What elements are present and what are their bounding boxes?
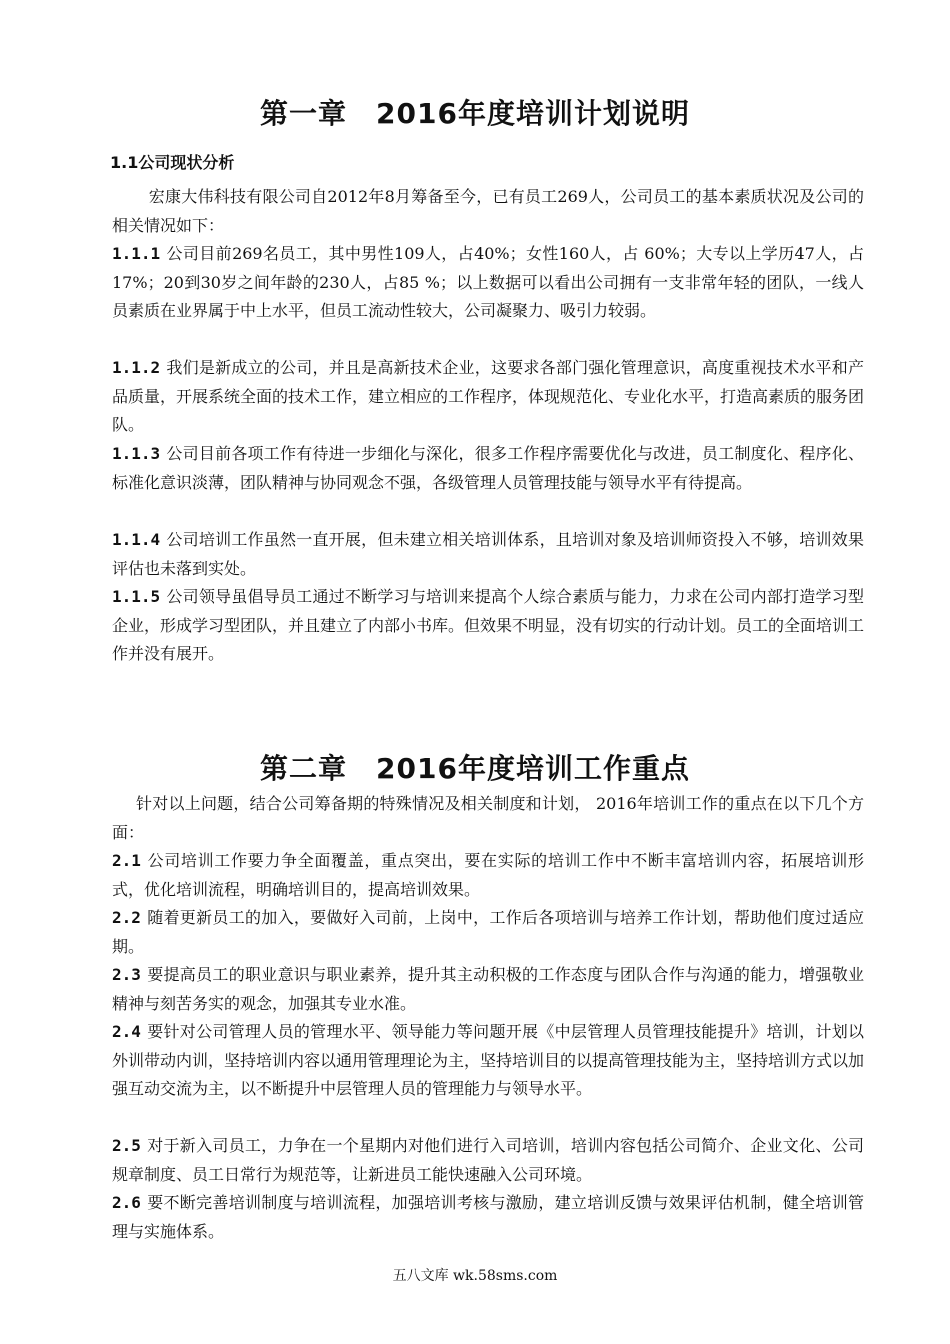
- item-number: 2.4: [112, 1022, 141, 1041]
- item-number: 2.2: [112, 908, 141, 927]
- item-text: 对于新入司员工，力争在一个星期内对他们进行入司培训，培训内容包括公司简介、企业文化、公司规章制度、员工日常行为规范等，让新进员工能快速融入公司环境。: [112, 1136, 864, 1184]
- list-item: [112, 961, 864, 1018]
- section-heading: 1.1公司现状分析: [110, 153, 235, 172]
- item-text: 要提高员工的职业意识与职业素养，提升其主动积极的工作态度与团队合作与沟通的能力，增强敬业精神与刻苦务实的观念，加强其专业水准。: [112, 965, 864, 1013]
- chapter-2-title: 第二章 2016年度培训工作重点: [260, 752, 690, 785]
- item-text: 公司领导虽倡导员工通过不断学习与培训来提高个人综合素质与能力，力求在公司内部打造学习型企业，形成学习型团队，并且建立了内部小书库。但效果不明显，没有切实的行动计划。员工的全面培训工作并没有展开。: [112, 587, 865, 663]
- list-item: [112, 240, 864, 326]
- item-text: 随着更新员工的加入，要做好入司前，上岗中，工作后各项培训与培养工作计划，帮助他们度过适应期。: [112, 908, 864, 956]
- item-number: 2.3: [112, 965, 141, 984]
- item-number: 1.1.5: [112, 587, 161, 606]
- chapter-1-title: 第一章 2016年度培训计划说明: [260, 97, 690, 130]
- item-number: 2.5: [112, 1136, 141, 1155]
- item-text: 公司目前各项工作有待进一步细化与深化，很多工作程序需要优化与改进，员工制度化、程序化、标准化意识淡薄，团队精神与协同观念不强，各级管理人员管理技能与领导水平有待提高。: [112, 444, 864, 492]
- list-item: [112, 904, 864, 961]
- chapter-2-intro: 针对以上问题，结合公司筹备期的特殊情况及相关制度和计划， 2016年培训工作的重点在以下几个方面：: [112, 794, 864, 842]
- footer-watermark: 五八文库 wk.58sms.com: [392, 1268, 558, 1284]
- list-item: [112, 440, 864, 497]
- list-item: [112, 526, 864, 583]
- item-number: 1.1.2: [112, 358, 161, 377]
- list-item: [112, 354, 864, 440]
- list-item: [112, 847, 864, 904]
- list-item: [112, 1189, 864, 1246]
- item-text: 公司目前269名员工，其中男性109人，占40%；女性160人，占 60%；大专以上学历47人，占17%；20到30岁之间年龄的230人，占85 %；以上数据可以看出公司拥有一支非常年轻的团队，一线人员素质在业界属于中上水平，但员工流动性较大，公司凝聚力、吸引力较弱。: [112, 244, 864, 320]
- item-number: 2.6: [112, 1193, 141, 1212]
- list-item: [112, 1132, 864, 1189]
- list-item: [112, 583, 864, 669]
- item-text: 要针对公司管理人员的管理水平、领导能力等问题开展《中层管理人员管理技能提升》培训，计划以外训带动内训，坚持培训内容以通用管理理论为主，坚持培训目的以提高管理技能为主，坚持培训方式以加强互动交流为主，以不断提升中层管理人员的管理能力与领导水平。: [112, 1022, 865, 1098]
- chapter-1-intro: 宏康大伟科技有限公司自2012年8月筹备至今，已有员工269人，公司员工的基本素质状况及公司的相关情况如下：: [112, 187, 864, 235]
- item-number: 1.1.3: [112, 444, 161, 463]
- item-number: 1.1.4: [112, 530, 161, 549]
- item-text: 公司培训工作要力争全面覆盖，重点突出，要在实际的培训工作中不断丰富培训内容，拓展培训形式，优化培训流程，明确培训目的，提高培训效果。: [112, 851, 864, 899]
- item-text: 要不断完善培训制度与培训流程，加强培训考核与激励，建立培训反馈与效果评估机制，健全培训管理与实施体系。: [112, 1193, 864, 1241]
- item-text: 我们是新成立的公司，并且是高新技术企业，这要求各部门强化管理意识，高度重视技术水平和产品质量，开展系统全面的技术工作，建立相应的工作程序，体现规范化、专业化水平，打造高素质的服务团队。: [112, 358, 865, 434]
- item-number: 1.1.1: [112, 244, 161, 263]
- item-text: 公司培训工作虽然一直开展，但未建立相关培训体系，且培训对象及培训师资投入不够，培训效果评估也未落到实处。: [112, 530, 864, 578]
- list-item: [112, 1018, 864, 1104]
- item-number: 2.1: [112, 851, 141, 870]
